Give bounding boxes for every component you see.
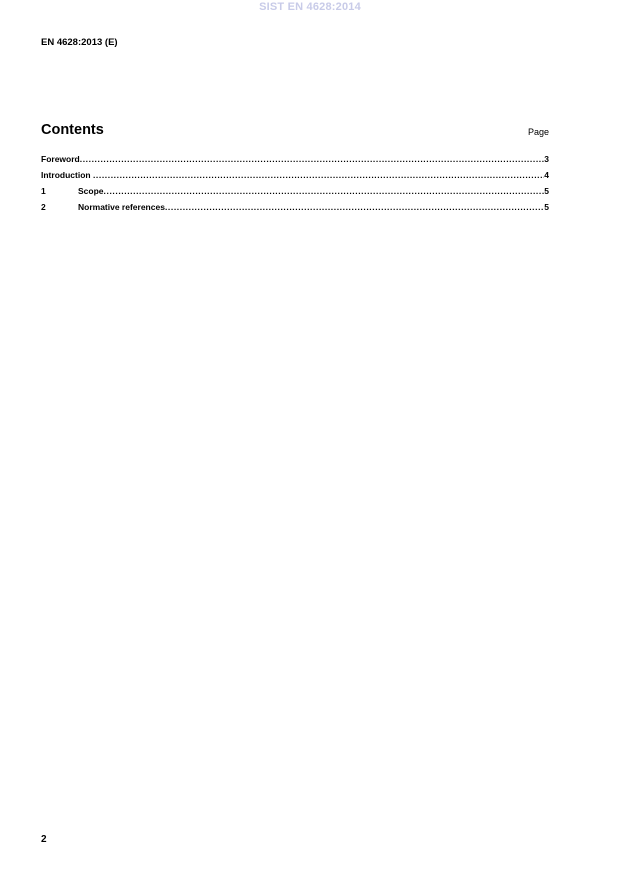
toc-entry-title: Scope — [78, 186, 104, 196]
toc-entry-title: Introduction — [41, 170, 93, 180]
toc-entry-introduction[interactable] — [41, 170, 549, 186]
toc-entry-number: 2 — [41, 202, 46, 212]
toc-leader-dots — [104, 186, 545, 196]
toc-entry-page: 5 — [544, 202, 549, 212]
watermark: SIST EN 4628:2014 — [259, 1, 361, 13]
toc-leader-dots — [165, 202, 544, 212]
document-id-header: EN 4628:2013 (E) — [41, 37, 118, 48]
page-number: 2 — [41, 834, 47, 845]
toc-entry-foreword[interactable] — [41, 154, 549, 170]
toc-entry-title: Foreword — [41, 154, 80, 164]
toc-entry-page: 3 — [544, 154, 549, 164]
toc-entry-scope[interactable] — [41, 186, 549, 202]
page-column-label: Page — [527, 127, 549, 137]
toc-leader-dots — [93, 170, 544, 180]
toc-entry-page: 4 — [544, 170, 549, 180]
toc-entry-title: Normative references — [78, 202, 165, 212]
toc-entry-normative-references[interactable] — [41, 202, 549, 218]
toc-leader-dots — [80, 154, 545, 164]
table-of-contents — [41, 154, 549, 218]
toc-entry-page: 5 — [544, 186, 549, 196]
toc-entry-number: 1 — [41, 186, 46, 196]
contents-heading: Contents — [41, 122, 104, 138]
